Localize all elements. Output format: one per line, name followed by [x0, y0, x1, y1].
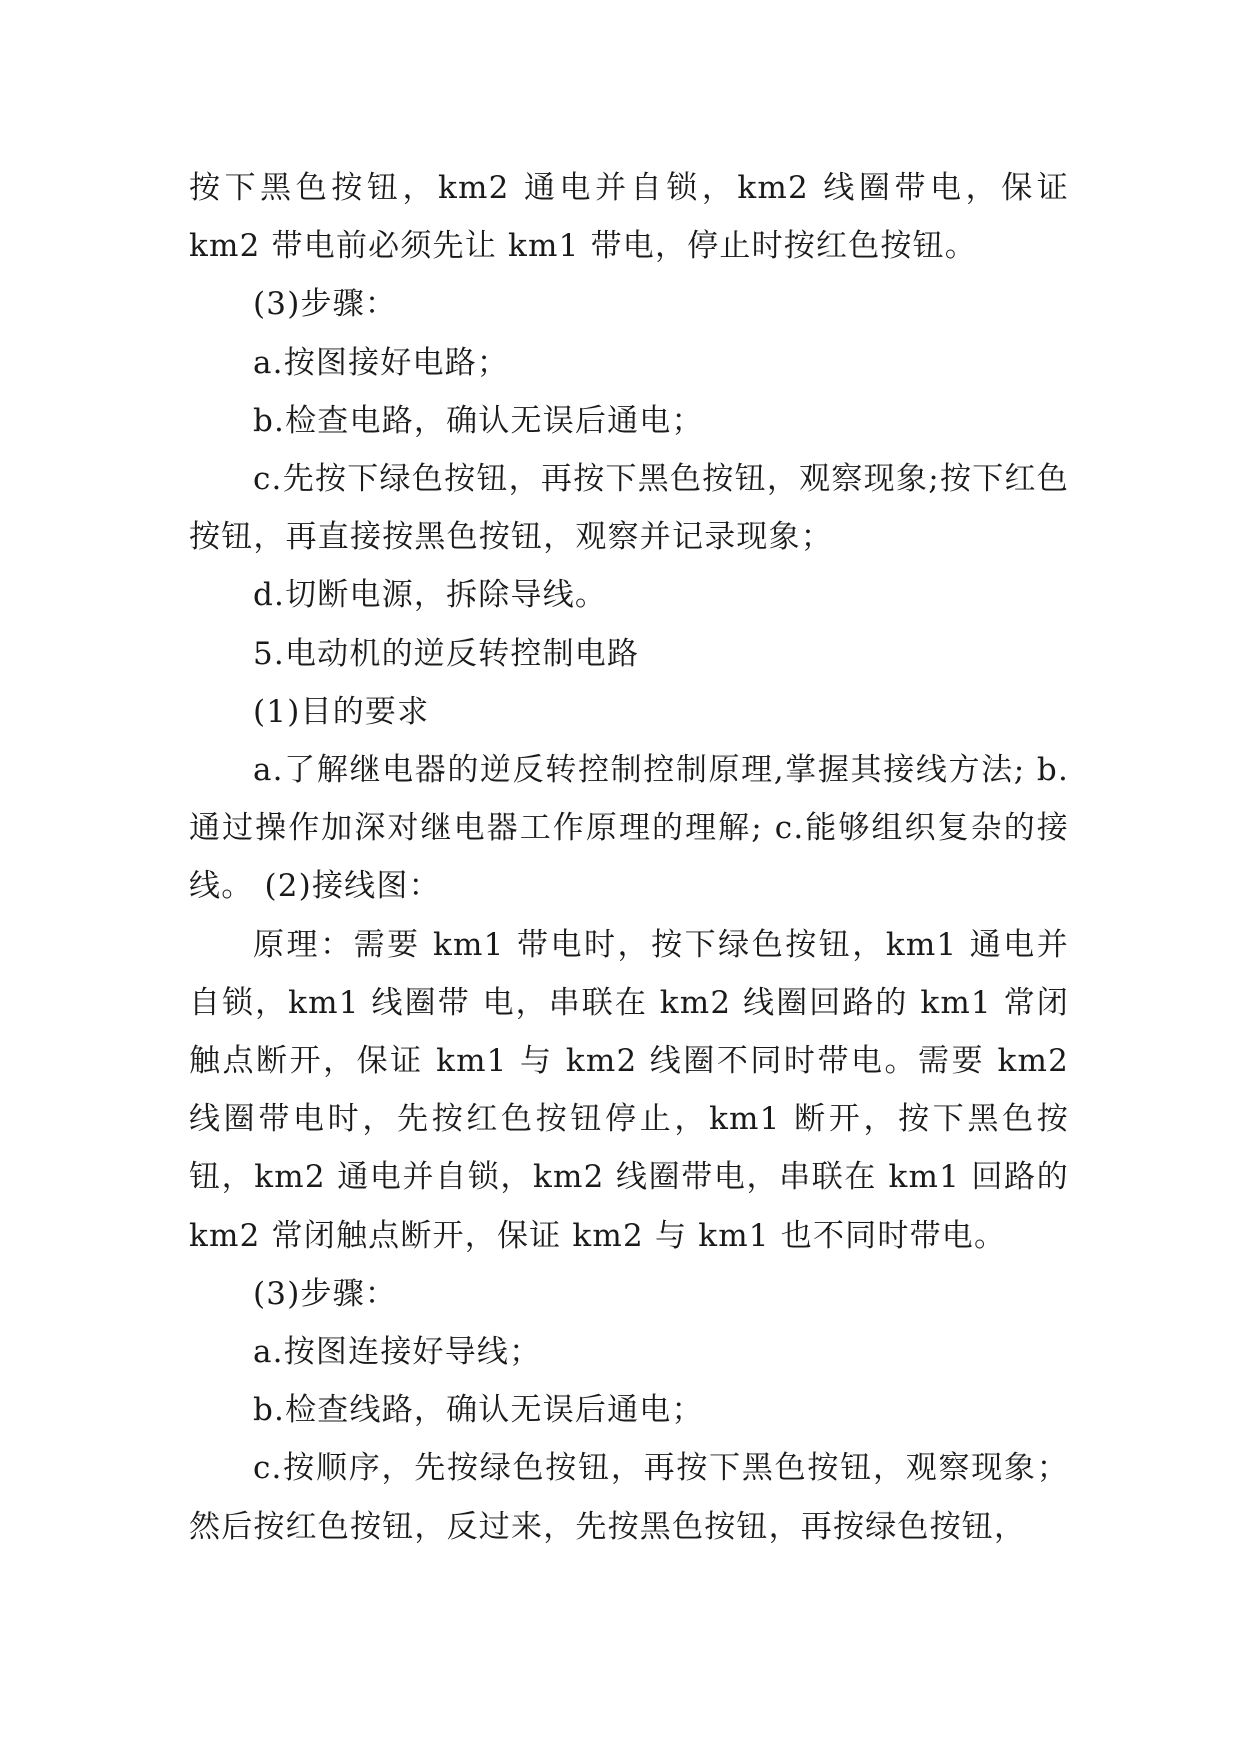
- paragraph-5: c.先按下绿色按钮，再按下黑色按钮，观察现象;按下红色按钮，再直接按黑色按钮，观察并记录现象；: [189, 461, 1069, 556]
- paragraph-1: 按下黑色按钮，km2 通电并自锁，km2 线圈带电，保证 km2 带电前必须先让 km1 带电，停止时按红色按钮。: [189, 170, 1069, 265]
- paragraph-4: b.检查电路，确认无误后通电；: [253, 402, 704, 439]
- paragraph-9: a.了解继电器的逆反转控制控制原理,掌握其接线方法; b.通过操作加深对继电器工作原理的理解; c.能够组织复杂的接线。 (2)接线图：: [189, 752, 1069, 905]
- paragraph-8: (1)目的要求: [253, 693, 430, 730]
- paragraph-12: a.按图连接好导线；: [253, 1334, 542, 1371]
- paragraph-10: 原理：需要 km1 带电时，按下绿色按钮，km1 通电并自锁，km1 线圈带 电，串联在 km2 线圈回路的 km1 常闭触点断开，保证 km1 与 km2 线圈不同时带电。需要 km2 线圈带电时，先按红色按钮停止，km1 断开，按下黑色按钮，km2 通电并自锁，km2 线圈带电，串联在 km1 回路的 km2 常闭触点断开，保证 km2 与 km1 也不同时带电。: [189, 926, 1069, 1254]
- document-body: [189, 159, 1069, 1556]
- paragraph-2: (3)步骤：: [253, 286, 398, 323]
- paragraph-11: (3)步骤：: [253, 1275, 398, 1312]
- paragraph-3: a.按图接好电路；: [253, 344, 510, 381]
- paragraph-14: c.按顺序，先按绿色按钮，再按下黑色按钮，观察现象；然后按红色按钮，反过来，先按黑色按钮，再按绿色按钮，: [189, 1450, 1069, 1545]
- paragraph-13: b.检查线路，确认无误后通电；: [253, 1392, 704, 1429]
- paragraph-7: 5.电动机的逆反转控制电路: [253, 635, 640, 672]
- paragraph-6: d.切断电源，拆除导线。: [253, 577, 608, 614]
